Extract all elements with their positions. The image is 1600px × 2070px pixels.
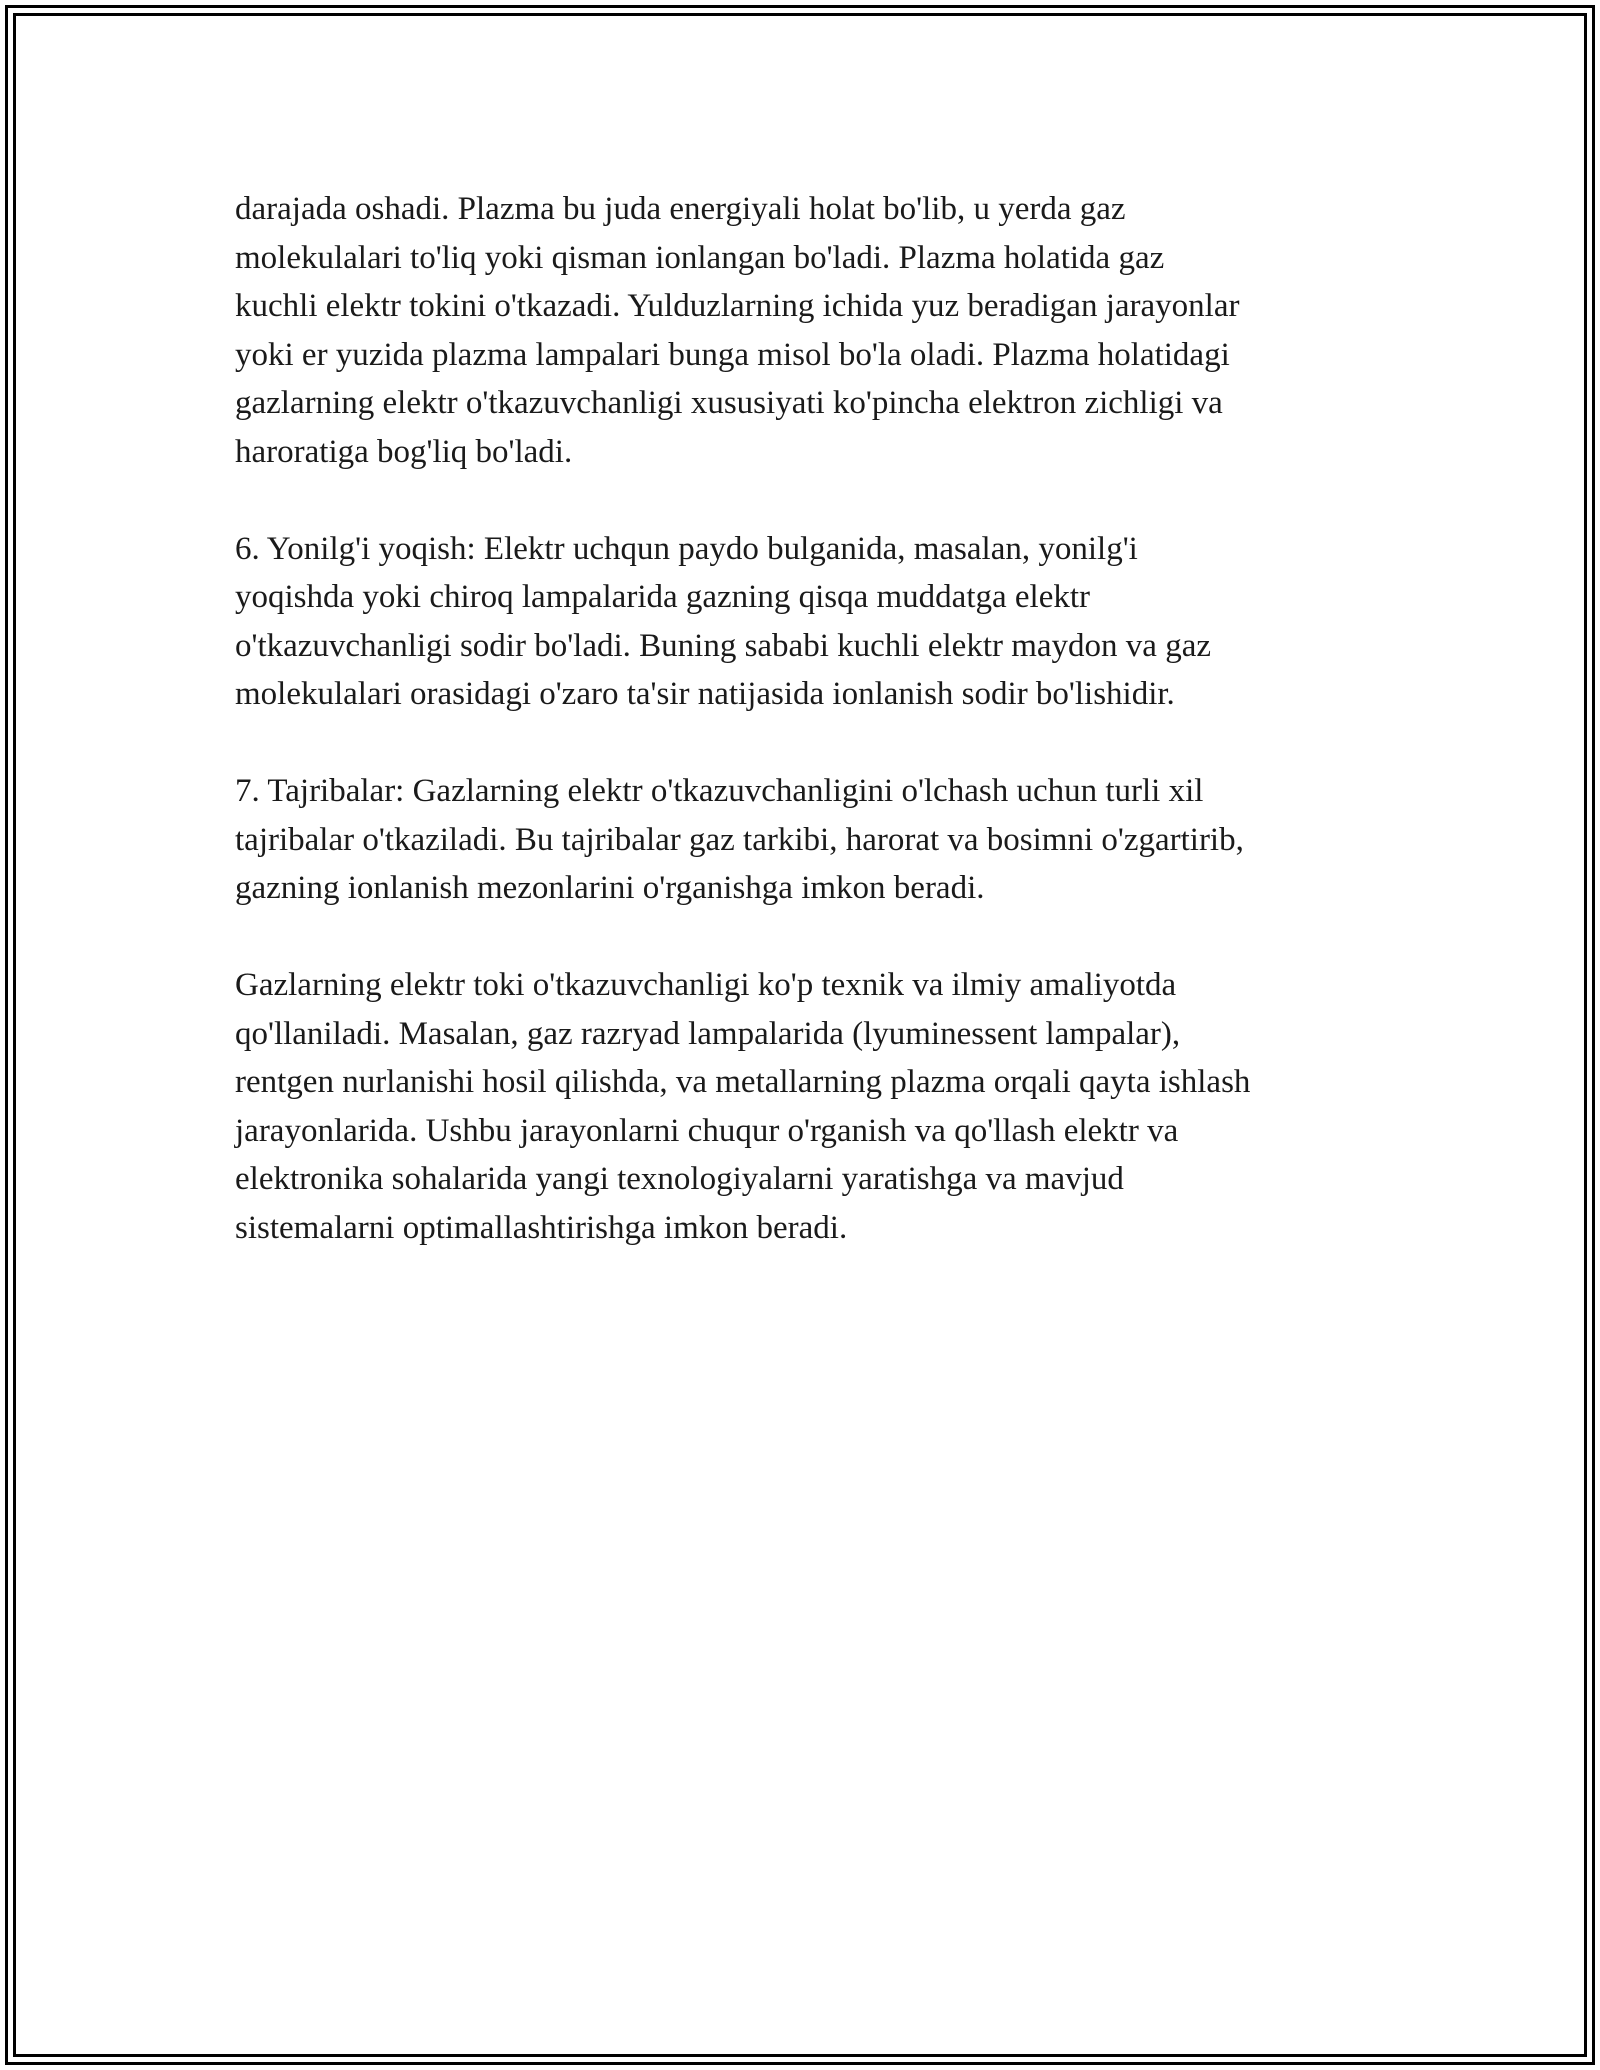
paragraph-fuel-ignition	[235, 525, 1375, 719]
text-line: 6. Yonilg'i yoqish: Elektr uchqun paydo bulganida, masalan, yonilg'i	[235, 530, 1138, 567]
text-line: haroratiga bog'liq bo'ladi.	[235, 433, 573, 470]
text-line: molekulalari to'liq yoki qisman ionlangan bo'ladi. Plazma holatida gaz	[235, 239, 1165, 276]
text-line: qo'llaniladi. Masalan, gaz razryad lampalarida (lyuminessent lampalar),	[235, 1015, 1181, 1052]
text-line: yoki er yuzida plazma lampalari bunga misol bo'la oladi. Plazma holatidagi	[235, 336, 1230, 373]
text-line: 7. Tajribalar: Gazlarning elektr o'tkazuvchanligini o'lchash uchun turli xil	[235, 773, 1204, 809]
text-line: molekulalari orasidagi o'zaro ta'sir natijasida ionlanish sodir bo'lishidir.	[235, 676, 1175, 712]
text-line: yoqishda yoki chiroq lampalarida gazning qisqa muddatga elektr	[235, 579, 1091, 615]
text-line: o'tkazuvchanligi sodir bo'ladi. Buning sababi kuchli elektr maydon va gaz	[235, 627, 1211, 664]
paragraph-applications	[235, 961, 1375, 1252]
document-body	[235, 185, 1375, 1301]
text-line: gazning ionlanish mezonlarini o'rganishga imkon beradi.	[235, 870, 985, 906]
text-line: Gazlarning elektr toki o'tkazuvchanligi ko'p texnik va ilmiy amaliyotda	[235, 967, 1177, 1003]
text-line: elektronika sohalarida yangi texnologiyalarni yaratishga va mavjud	[235, 1161, 1124, 1197]
paragraph-plasma	[235, 185, 1375, 476]
text-line: darajada oshadi. Plazma bu juda energiyali holat bo'lib, u yerda gaz	[235, 191, 1126, 227]
text-line: jarayonlarida. Ushbu jarayonlarni chuqur o'rganish va qo'llash elektr va	[235, 1112, 1179, 1149]
text-line: kuchli elektr tokini o'tkazadi. Yulduzlarning ichida yuz beradigan jarayonlar	[235, 288, 1240, 324]
text-line: rentgen nurlanishi hosil qilishda, va metallarning plazma orqali qayta ishlash	[235, 1064, 1251, 1100]
text-line: sistemalarni optimallashtirishga imkon beradi.	[235, 1209, 848, 1246]
text-line: gazlarning elektr o'tkazuvchanligi xususiyati ko'pincha elektron zichligi va	[235, 385, 1223, 421]
text-line: tajribalar o'tkaziladi. Bu tajribalar gaz tarkibi, harorat va bosimni o'zgartirib,	[235, 821, 1244, 858]
paragraph-experiments	[235, 767, 1375, 913]
